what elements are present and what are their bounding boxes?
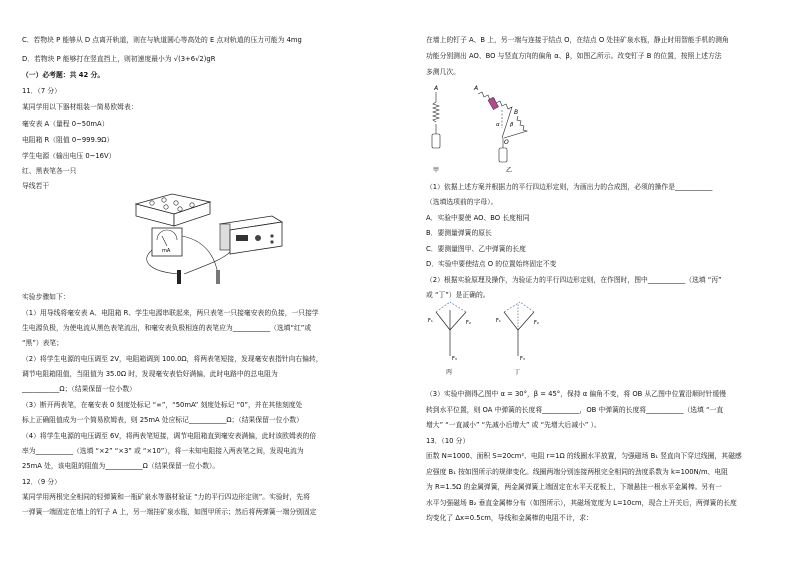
step1-line1: （1）用导线将毫安表 A、电阻箱 R、学生电源串联起来，两只表笔一只接毫安表的负接，一只接学 [22, 309, 319, 317]
q12-cont-line1: 在墙上的钉子 A、B 上，另一端与连接于结点 O，在结点 O 处挂矿泉水瓶，静止时用智能手机的测角 [426, 36, 729, 44]
option-c: C．若物块 P 能够从 D 点离开轨道，则在与轨道圆心等高处的 E 点对轨道的压力可能为 4mg [22, 36, 302, 44]
fig-o-label: O [504, 139, 509, 146]
step4-line3: 25mA 处，该电阻的阻值为___________Ω（结果保留一位小数）。 [22, 462, 220, 470]
option-d-right: D．实验中要使结点 O 的位置始终固定不变 [426, 260, 557, 268]
fig-jia-caption: 甲 [433, 167, 440, 174]
right-column [426, 0, 794, 562]
q12-number: 12．（9 分） [22, 478, 61, 486]
step2-line2: 调节电阻箱阻值，当阻值为 35.0Ω 时，发现毫安表恰好满偏，此时电路中的总电阻为 [22, 370, 278, 378]
step4-line2: 率为___________（选填 “×2” “×3” 或 “×10”），将一未知电阻接入两表笔之间，发现电流为 [22, 447, 304, 455]
phone-icon [488, 97, 499, 110]
fig-jia-label-a: A [434, 85, 439, 92]
equipment-2: 电阻箱 R（阻值 0~999.9Ω） [22, 136, 114, 144]
power-supply-icon [220, 216, 282, 254]
equipment-3: 学生电源（输出电压 0~16V） [22, 152, 116, 160]
q13-line2: 应强度 B₁ 按如图所示的规律变化。线圈两端分别连接两根完全相同的劲度系数为 k=100N/m、电阻 [426, 468, 728, 476]
q13-number: 13．（10 分） [426, 437, 470, 445]
option-c-right: C．要测量图甲、乙中弹簧的长度 [426, 245, 526, 253]
fig-yi-caption: 乙 [506, 167, 513, 174]
q13-line1: 匝数 N=1000、面积 S=20cm²、电阻 r=1Ω 的线圈水平放置，匀强磁场 B₁ 竖直向下穿过线圈，其磁感 [426, 452, 742, 460]
step1-line3: “黑”）表笔； [22, 339, 64, 347]
fig-ding-caption: 丁 [514, 369, 521, 376]
resistance-box-icon [136, 194, 210, 226]
red-probe-icon [216, 270, 220, 284]
p3-line1: （3）实验中测得乙图中 α = 30°，β = 45°，保持 α 偏角不变，将 OB 从乙图中位置沿顺时针缓慢 [426, 390, 727, 398]
p1-line2: （选填选项前的字母）。 [426, 198, 498, 206]
step2-line1: （2）将学生电源的电压调至 2V，电阻箱调到 100.0Ω，将两表笔短接，发现毫安表指针向右偏转， [22, 355, 323, 363]
q12-cont-line2: 功能分别测出 AO、BO 与竖直方向的偏角 α、β，如图乙所示。改变钉子 B 的位置，按照上述方法 [426, 52, 722, 60]
p2-line1: （2）根据实验原理及操作，为验证力的平行四边形定则，在作图时，图中___________（选填 “丙” [426, 276, 722, 284]
q12-cont-line3: 多测几次。 [426, 68, 460, 76]
equipment-figure [122, 190, 302, 290]
fig-yi-label-b: B [514, 109, 519, 116]
step1-line2: 生电源负极，为使电流从黑色表笔流出，和毫安表负极相连的表笔应为___________（选填“红”或 [22, 324, 312, 332]
left-column [22, 0, 394, 562]
spring-a-icon [478, 92, 512, 138]
equipment-5: 导线若干 [22, 182, 50, 190]
p3-line3: 增大” “一直减小” “先减小后增大” 或 “先增大后减小” ）。 [426, 421, 601, 429]
section-heading: （一）必考题：共 42 分。 [22, 71, 105, 79]
ding-f1: F₁ [496, 318, 501, 324]
q13-line3: 为 R=1.5Ω 的金属弹簧，两金属弹簧上端固定在水平天花板上，下端悬挂一根水平金属棒。另有一 [426, 483, 722, 491]
spring-b-icon [504, 116, 527, 138]
fig-yi-label-a: A [474, 85, 479, 92]
step2-line3: ___________Ω；（结果保留一位小数） [22, 385, 136, 393]
bing-f1: F₁ [428, 318, 433, 324]
equipment-4: 红、黑表笔各一只 [22, 167, 77, 175]
step3-line2: 标上正确阻值成为一个简易欧姆表，则 25mA 处应标记___________Ω；（结果保留一位小数） [22, 416, 303, 424]
meter-label: mA [162, 248, 171, 254]
option-a: A．实验中要使 AO、BO 长度相同 [426, 214, 530, 222]
q12-line2: 一弹簧一端固定在墙上的钉子 A 上，另一端挂矿泉水瓶，如图甲所示；然后将两弹簧一端分别固定 [22, 508, 317, 516]
p2-line2: 或 “丁”）是正确的。 [426, 291, 490, 299]
bottle-icon-2 [499, 148, 507, 162]
bing-f3: F₃ [452, 356, 457, 362]
bottle-icon [432, 134, 440, 148]
equipment-1: 毫安表 A（量程 0~50mA） [22, 120, 109, 128]
option-b: B．要测量弹簧的原长 [426, 229, 492, 237]
p3-line2: 转到水平位置，则 OA 中弹簧的长度将___________，OB 中弹簧的长度将___________（选填 “一直 [426, 406, 724, 414]
fig-alpha: α [496, 122, 500, 128]
fig-bing-caption: 丙 [446, 369, 453, 376]
bing-f2: F₂ [466, 320, 471, 326]
step4-line1: （4）将学生电源的电压调至 6V，将两表笔短接，调节电阻箱直到毫安表满偏，此时该欧姆表的倍 [22, 432, 317, 440]
step3-line1: （3）断开两表笔，在毫安表 0 刻度处标记 “∞”，“50mA” 刻度处标记 “0”，并在其他刻度处 [22, 401, 303, 409]
ding-f3: F₃ [520, 356, 525, 362]
spring-icon [433, 102, 439, 122]
fig-beta: β [510, 122, 514, 128]
spring-figure [426, 80, 576, 178]
option-d: D．若物块 P 能够打在竖直挡上，则初速度最小为 √(3+6√2)gR [22, 55, 216, 63]
q12-line1: 某同学用两根完全相同的轻弹簧和一瓶矿泉水等器材验证 “力的平行四边形定则”。实验时，先将 [22, 493, 310, 501]
black-probe-icon [177, 270, 181, 284]
force-diagram [426, 300, 556, 384]
milliammeter-icon [152, 228, 182, 256]
q11-number: 11．（7 分） [22, 87, 61, 95]
ding-f2: F₂ [534, 320, 539, 326]
steps-title: 实验步骤如下： [22, 293, 70, 301]
q13-line4: 水平匀强磁场 B₂ 垂直金属棒分布（如图所示），其磁场宽度为 L=10cm，现合上开关后，两弹簧的长度 [426, 499, 737, 507]
q13-line5: 均变化了 Δx=0.5cm，导线和金属棒的电阻不计，求： [426, 514, 593, 522]
p1-line1: （1）依据上述方案并根据力的平行四边形定则，为画出力的合成图，必须的操作是___________ [426, 183, 713, 191]
q11-intro: 某同学用以下器材组装一简易欧姆表： [22, 103, 138, 111]
